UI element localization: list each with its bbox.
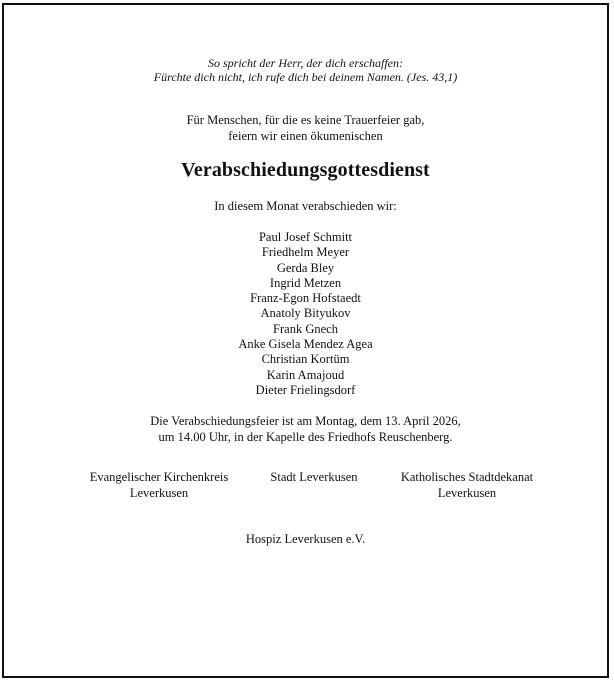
intro-line-1: Für Menschen, für die es keine Trauerfeier gab, — [186, 113, 425, 127]
list-item: Paul Josef Schmitt — [258, 230, 353, 244]
names-intro: In diesem Monat verabschieden wir: — [214, 199, 397, 213]
page-title: Verabschiedungsgottesdienst — [181, 159, 430, 181]
document-page — [2, 3, 609, 678]
list-item: Dieter Frielingsdorf — [255, 382, 356, 397]
organizer-city: Leverkusen — [129, 486, 189, 500]
ceremony-line-2: um 14.00 Uhr, in der Kapelle des Friedhofs Reuschenberg. — [158, 430, 453, 444]
verse-line-2: Fürchte dich nicht, ich rufe dich bei deinem Namen. (Jes. 43,1) — [153, 70, 458, 84]
organizer-name: Stadt Leverkusen — [270, 470, 358, 484]
list-item: Franz-Egon Hofstaedt — [250, 291, 361, 306]
list-item: Friedhelm Meyer — [261, 245, 350, 260]
list-item: Anatoly Bityukov — [260, 306, 351, 321]
ceremony-details — [4, 413, 607, 445]
list-item: Gerda Bley — [276, 260, 335, 275]
list-item: Anke Gisela Mendez Agea — [238, 337, 373, 352]
list-item: Ingrid Metzen — [269, 275, 342, 290]
organizer-name: Katholisches Stadtdekanat — [400, 470, 534, 484]
organizer-name: Evangelischer Kirchenkreis — [89, 470, 229, 484]
names-list — [4, 230, 607, 398]
bible-verse — [4, 56, 607, 84]
hospiz-organizer: Hospiz Leverkusen e.V. — [245, 532, 366, 546]
list-item: Christian Kortüm — [261, 352, 350, 367]
organizer-evangelical — [79, 469, 239, 501]
verse-line-1: So spricht der Herr, der dich erschaffen: — [208, 56, 403, 70]
intro-text — [4, 112, 607, 144]
organizer-city: Leverkusen — [437, 486, 497, 500]
organizer-catholic — [387, 469, 547, 501]
ceremony-line-1: Die Verabschiedungsfeier ist am Montag, dem 13. April 2026, — [150, 414, 461, 428]
organizer-city-leverkusen — [259, 469, 369, 485]
list-item: Karin Amajoud — [266, 367, 345, 382]
list-item: Frank Gnech — [273, 321, 338, 336]
intro-line-2: feiern wir einen ökumenischen — [228, 129, 383, 143]
